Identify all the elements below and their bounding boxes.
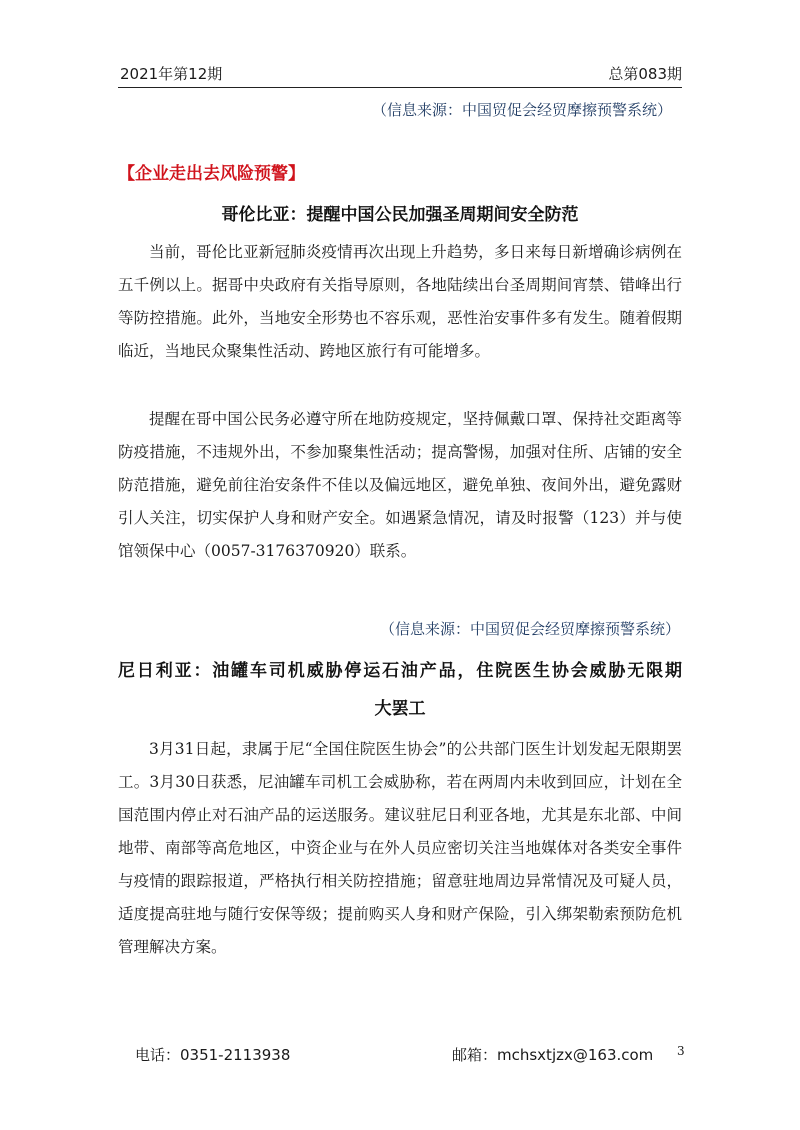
section-heading: 【企业走出去风险预警】	[118, 164, 305, 184]
article-paragraph: 提醒在哥中国公民务必遵守所在地防疫规定，坚持佩戴口罩、保持社交距离等防疫措施，不违规外出，不参加聚集性活动；提高警惕，加强对住所、店铺的安全防范措施，避免前往治安条件不佳以及偏远地区，避免单独、夜间外出，避免露财引人关注，切实保护人身和财产安全。如遇紧急情况，请及时报警（123）并与使馆领保中心（0057-3176370920）联系。	[118, 410, 682, 560]
page-number: 3	[677, 1044, 685, 1058]
article-paragraph: 当前，哥伦比亚新冠肺炎疫情再次出现上升趋势，多日来每日新增确诊病例在五千例以上。据哥中央政府有关指导原则，各地陆续出台圣周期间宵禁、错峰出行等防控措施。此外，当地安全形势也不容乐观，恶性治安事件多有发生。随着假期临近，当地民众聚集性活动、跨地区旅行有可能增多。	[118, 243, 682, 360]
issue-number: 2021年第12期	[120, 65, 223, 83]
source-note: （信息来源：中国贸促会经贸摩擦预警系统）	[379, 620, 680, 638]
header-divider	[118, 87, 682, 88]
footer-phone: 电话：0351-2113938	[135, 1046, 291, 1064]
footer-email: 邮箱：mchsxtjzx@163.com	[452, 1046, 654, 1064]
total-issue-number: 总第083期	[608, 65, 682, 83]
source-note: （信息来源：中国贸促会经贸摩擦预警系统）	[371, 101, 672, 119]
article-title: 哥伦比亚：提醒中国公民加强圣周期间安全防范	[221, 205, 579, 225]
article-paragraph: 3月31日起，隶属于尼“全国住院医生协会”的公共部门医生计划发起无限期罢工。3月30日获悉，尼油罐车司机工会威胁称，若在两周内未收到回应，计划在全国范围内停止对石油产品的运送服务。建议驻尼日利亚各地，尤其是东北部、中间地带、南部等高危地区，中资企业与在外人员应密切关注当地媒体对各类安全事件与疫情的跟踪报道，严格执行相关防控措施；留意驻地周边异常情况及可疑人员，适度提高驻地与随行安保等级；提前购买人身和财产保险，引入绑架勒索预防危机管理解决方案。	[118, 740, 682, 956]
article-title-continuation: 大罢工	[374, 699, 426, 719]
article-title: 尼日利亚：油罐车司机威胁停运石油产品，住院医生协会威胁无限期	[118, 661, 682, 681]
